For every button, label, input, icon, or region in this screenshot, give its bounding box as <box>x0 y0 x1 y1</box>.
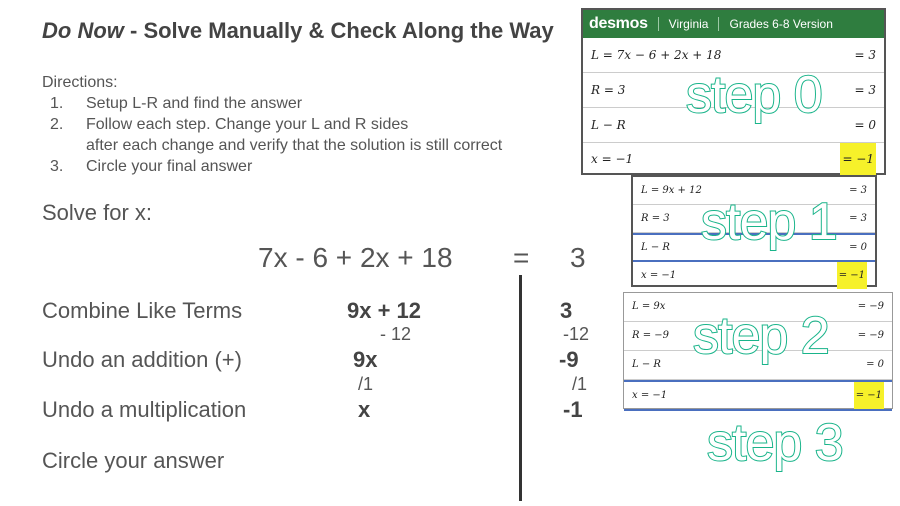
expression-value: = 3 <box>849 185 867 196</box>
expression-value-highlighted: = −1 <box>837 262 867 289</box>
equation-equals: = <box>513 242 530 273</box>
step-right-value: 3 <box>560 298 573 323</box>
step-right-value: -1 <box>563 397 583 422</box>
expression-value: = −9 <box>857 301 884 312</box>
expression-text: L − R <box>591 118 626 132</box>
step-right-operation: -12 <box>563 324 590 344</box>
step-label: Undo an addition (+) <box>42 347 242 372</box>
step-3-label: step 3 <box>707 414 843 472</box>
page-title <box>42 18 554 44</box>
expression-value: = 3 <box>854 83 876 97</box>
expression-text: x = −1 <box>632 390 668 401</box>
expression-value: = 3 <box>854 48 876 62</box>
expression-text: x = −1 <box>591 152 634 166</box>
expression-value: = 0 <box>854 118 876 132</box>
directions-heading: Directions: <box>42 74 118 91</box>
direction-text: after each change and verify that the solution is still correct <box>86 137 503 154</box>
step-0-label: step 0 <box>686 66 822 124</box>
title-italic: Do Now <box>42 18 124 43</box>
expression-text: L − R <box>641 242 670 253</box>
expression-text: R = 3 <box>591 83 626 97</box>
desmos-logo: desmos <box>589 15 648 32</box>
desmos-header <box>583 10 884 38</box>
header-separator <box>658 17 659 31</box>
step-left-value: 9x <box>353 347 378 372</box>
desmos-version: Grades 6-8 Version <box>729 17 833 31</box>
direction-item <box>50 95 302 113</box>
direction-text: Follow each step. Change your L and R sides <box>86 116 409 133</box>
expression-text: R = 3 <box>641 213 670 224</box>
expression-value: = 0 <box>849 242 867 253</box>
expression-text: x = −1 <box>641 270 677 281</box>
expression-text: L = 7x − 6 + 2x + 18 <box>591 48 722 62</box>
step-right-value: -9 <box>559 347 579 372</box>
direction-text: Setup L-R and find the answer <box>86 95 303 112</box>
direction-item <box>50 137 502 155</box>
step-left-operation: /1 <box>358 374 374 394</box>
expression-value-highlighted: = −1 <box>840 143 876 176</box>
step-label: Circle your answer <box>42 448 225 473</box>
step-label: Combine Like Terms <box>42 298 243 323</box>
expression-row[interactable] <box>583 143 884 176</box>
step-2-label: step 2 <box>693 307 829 365</box>
divider-line <box>519 275 522 501</box>
expression-value: = 3 <box>849 213 867 224</box>
direction-number: 2. <box>50 116 64 133</box>
direction-item <box>50 116 408 134</box>
expression-text: L = 9x + 12 <box>641 185 702 196</box>
expression-value: = 0 <box>866 359 884 370</box>
step-label: Undo a multiplication <box>42 397 247 422</box>
expression-row[interactable] <box>633 262 875 289</box>
solve-label: Solve for x: <box>42 200 153 225</box>
step-left-operation: - 12 <box>380 324 412 344</box>
direction-number: 3. <box>50 158 64 175</box>
header-separator <box>718 17 719 31</box>
expression-row[interactable] <box>624 380 892 411</box>
step-right-operation: /1 <box>572 374 588 394</box>
desmos-region: Virginia <box>668 17 709 31</box>
expression-text: R = −9 <box>632 330 670 341</box>
direction-text: Circle your final answer <box>86 158 253 175</box>
expression-value: = −9 <box>857 330 884 341</box>
equation-right: 3 <box>570 242 586 273</box>
step-left-value: x <box>358 397 371 422</box>
equation-left: 7x - 6 + 2x + 18 <box>258 242 453 273</box>
expression-value-highlighted: = −1 <box>854 382 884 409</box>
step-1-label: step 1 <box>701 193 837 251</box>
expression-text: L − R <box>632 359 661 370</box>
direction-item <box>50 158 252 176</box>
expression-text: L = 9x <box>632 301 666 312</box>
step-left-value: 9x + 12 <box>347 298 422 323</box>
title-rest: - Solve Manually & Check Along the Way <box>123 18 554 43</box>
direction-number: 1. <box>50 95 64 112</box>
